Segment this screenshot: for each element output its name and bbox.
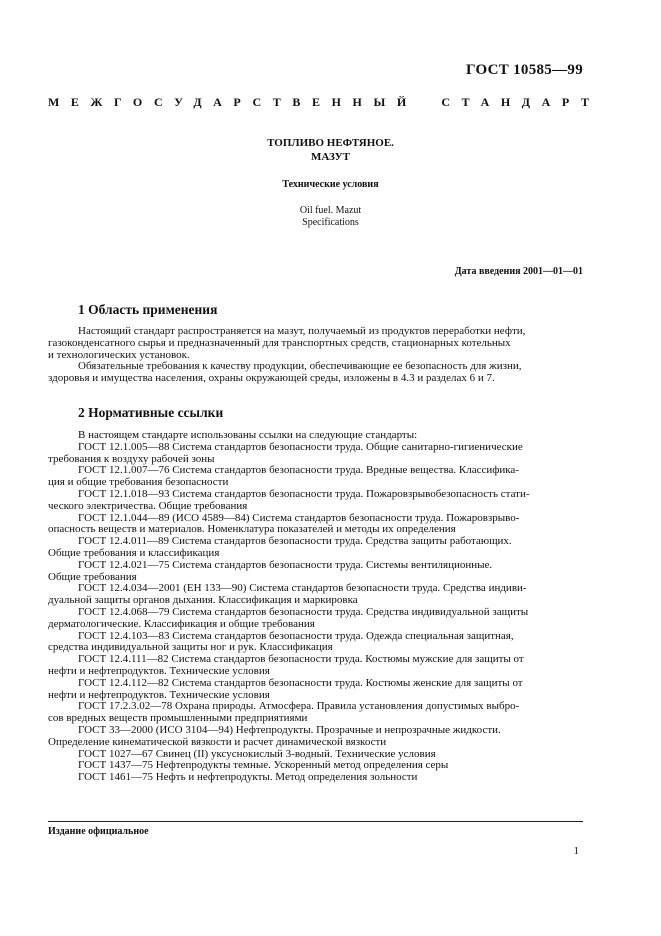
reference-line: ГОСТ 33—2000 (ИСО 3104—94) Нефтепродукты. Прозрачные и непрозрачные жидкости. [78, 724, 501, 736]
reference-line: Общие требования и классификация [48, 547, 220, 559]
text-line: здоровья и имущества населения, охраны окружающей среды, изложены в 4.3 и разделах 6 и 7. [48, 373, 495, 385]
reference-line: ция и общие требования безопасности [48, 477, 229, 489]
reference-line: ГОСТ 12.4.103—83 Система стандартов безопасности труда. Одежда специальная защитная, [78, 630, 514, 642]
introduction-date: Дата введения 2001—01—01 [454, 266, 583, 277]
document-code: ГОСТ 10585—99 [465, 62, 583, 78]
text-line: и технологических установок. [48, 349, 190, 361]
english-title-line-2: Specifications [302, 217, 359, 228]
text-line: Обязательные требования к качеству продукции, обеспечивающие ее безопасность для жизни, [78, 361, 522, 373]
reference-line: дерматологические. Классификация и общие требования [48, 618, 315, 630]
reference-line: дуальной защиты органов дыхания. Классификация и маркировка [48, 595, 358, 607]
english-title-line-1: Oil fuel. Mazut [299, 205, 362, 216]
reference-line: ГОСТ 17.2.3.02—78 Охрана природы. Атмосфера. Правила установления допустимых выбро- [78, 701, 520, 713]
edition-note: Издание официальное [48, 826, 149, 837]
text-line: газоконденсатного сырья и предназначенный для транспортных средств, стационарных котельных [48, 337, 511, 349]
reference-line: ГОСТ 1027—67 Свинец (II) уксуснокислый 3-водный. Технические условия [78, 748, 436, 760]
section-1-body [48, 326, 583, 385]
reference-line: ГОСТ 12.4.034—2001 (ЕН 133—90) Система стандартов безопасности труда. Средства индиви- [78, 583, 527, 595]
reference-line: ГОСТ 1437—75 Нефтепродукты темные. Ускоренный метод определения серы [78, 760, 449, 772]
reference-line: ГОСТ 12.1.044—89 (ИСО 4589—84) Система стандартов безопасности труда. Пожаровзрыво- [78, 512, 520, 524]
reference-line: опасность веществ и материалов. Номенклатура показателей и методы их определения [48, 524, 456, 536]
reference-line: ГОСТ 12.4.011—89 Система стандартов безопасности труда. Средства защиты работающих. [78, 536, 512, 548]
reference-line: нефти и нефтепродуктов. Технические условия [48, 689, 270, 701]
reference-line: ГОСТ 12.4.021—75 Система стандартов безопасности труда. Системы вентиляционные. [78, 559, 493, 571]
text-line: Настоящий стандарт распространяется на мазут, получаемый из продуктов переработки нефти, [78, 326, 526, 337]
reference-line: ГОСТ 12.1.018—93 Система стандартов безопасности труда. Пожаровзрывобезопасность стати- [78, 488, 530, 500]
standard-type-word-2: СТАНДАРТ [441, 95, 601, 109]
reference-line: нефти и нефтепродуктов. Технические условия [48, 665, 270, 677]
document-subtitle: Технические условия [282, 179, 379, 190]
document-title-line-2: МАЗУТ [311, 151, 350, 163]
footer-divider [48, 821, 583, 822]
reference-line: средства индивидуальной защиты ног и рук. Классификация [48, 642, 333, 654]
standard-type-word-1: МЕЖГОСУДАРСТВЕННЫЙ [48, 95, 418, 109]
reference-line: Общие требования [48, 571, 137, 583]
reference-line: Определение кинематической вязкости и расчет динамической вязкости [48, 736, 387, 748]
page-number: 1 [573, 845, 579, 857]
reference-line: сов вредных веществ промышленными предприятиями [48, 713, 308, 725]
document-title-line-1: ТОПЛИВО НЕФТЯНОЕ. [267, 137, 394, 149]
section-2-heading: 2 Нормативные ссылки [78, 405, 224, 420]
reference-line: ГОСТ 12.4.068—79 Система стандартов безопасности труда. Средства индивидуальной защиты [78, 606, 529, 618]
section-2-body [48, 430, 583, 784]
reference-line: ческого электричества. Общие требования [48, 500, 248, 512]
reference-line: требования к воздуху рабочей зоны [48, 453, 215, 465]
reference-line: ГОСТ 12.1.007—76 Система стандартов безопасности труда. Вредные вещества. Классифика- [78, 465, 519, 477]
reference-line: ГОСТ 12.1.005—88 Система стандартов безопасности труда. Общие санитарно-гигиенические [78, 441, 523, 453]
section-1-heading: 1 Область применения [78, 302, 218, 317]
standard-type-banner [48, 95, 601, 110]
text-line: В настоящем стандарте использованы ссылки на следующие стандарты: [78, 430, 418, 441]
reference-line: ГОСТ 12.4.112—82 Система стандартов безопасности труда. Костюмы женские для защиты от [78, 677, 523, 689]
reference-line: ГОСТ 1461—75 Нефть и нефтепродукты. Метод определения зольности [78, 772, 418, 784]
reference-line: ГОСТ 12.4.111—82 Система стандартов безопасности труда. Костюмы мужские для защиты от [78, 654, 524, 666]
